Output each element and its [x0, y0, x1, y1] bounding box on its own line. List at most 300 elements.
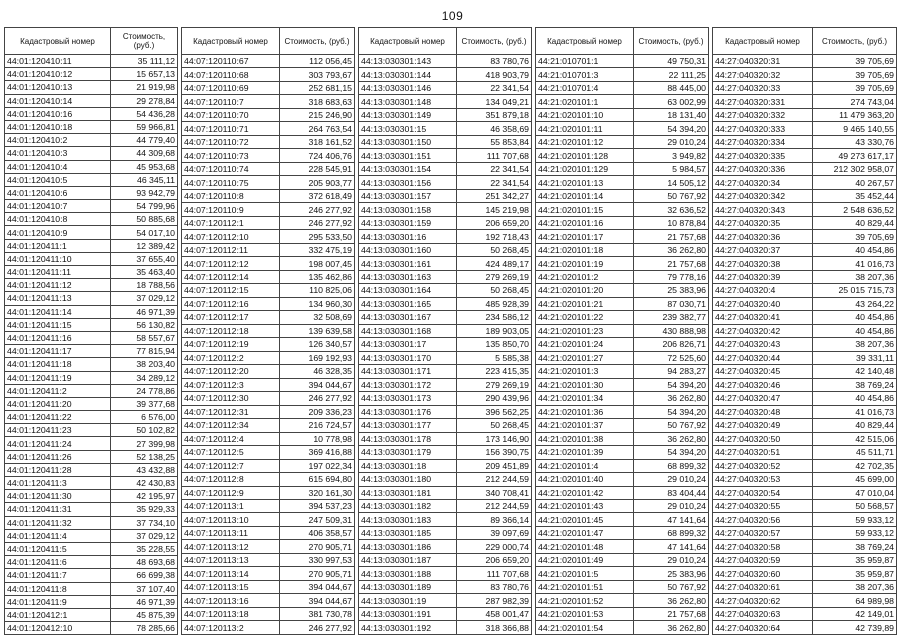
cost-cell: 39 705,69: [813, 55, 897, 68]
table-row: [713, 499, 897, 512]
cost-cell: 54 017,10: [111, 226, 178, 239]
cost-cell: 40 829,44: [813, 419, 897, 432]
table-row: [536, 257, 709, 270]
cost-cell: 36 262,80: [634, 594, 709, 607]
cadastral-number-cell: 44:07:120112:34: [182, 419, 280, 432]
cost-cell: 47 141,64: [634, 540, 709, 553]
table-row: [359, 594, 532, 607]
cadastral-number-cell: 44:27:040320:61: [713, 580, 813, 593]
table-row: [359, 607, 532, 620]
cadastral-number-cell: 44:01:120411:1: [5, 239, 111, 252]
table-row: [182, 553, 355, 566]
cadastral-number-cell: 44:01:120410:9: [5, 226, 111, 239]
table-row: [536, 203, 709, 216]
cost-cell: 318 161,52: [280, 135, 355, 148]
cadastral-number-cell: 44:27:040320:50: [713, 432, 813, 445]
table-row: [536, 68, 709, 81]
cadastral-number-cell: 44:21:020101:34: [536, 392, 634, 405]
cadastral-number-cell: 44:21:020101:18: [536, 243, 634, 256]
table-row: [359, 499, 532, 512]
cadastral-number-cell: 44:07:120113:18: [182, 607, 280, 620]
cadastral-number-cell: 44:07:120112:14: [182, 270, 280, 283]
cost-cell: 42 739,89: [813, 621, 897, 635]
cadastral-number-cell: 44:01:120411:17: [5, 345, 111, 358]
table-row: [713, 324, 897, 337]
cost-cell: 44 309,68: [111, 147, 178, 160]
cost-cell: 21 757,68: [634, 607, 709, 620]
table-row: [713, 176, 897, 189]
table-row: [182, 135, 355, 148]
cadastral-number-cell: 44:21:020101:23: [536, 324, 634, 337]
cost-cell: 35 959,87: [813, 553, 897, 566]
cost-cell: 394 044,67: [280, 580, 355, 593]
cadastral-number-cell: 44:27:040320:58: [713, 540, 813, 553]
cadastral-number-cell: 44:21:020101:128: [536, 149, 634, 162]
cost-cell: 54 394,20: [634, 405, 709, 418]
cost-cell: 40 454,86: [813, 324, 897, 337]
cost-cell: 22 341,54: [457, 81, 532, 94]
table-row: [182, 68, 355, 81]
cadastral-number-cell: 44:13:030301:150: [359, 135, 457, 148]
cost-cell: 25 383,96: [634, 567, 709, 580]
table-row: [536, 594, 709, 607]
cadastral-number-cell: 44:21:020101:17: [536, 230, 634, 243]
cadastral-number-cell: 44:21:020101:43: [536, 499, 634, 512]
table-row: [713, 607, 897, 620]
cost-cell: 223 415,35: [457, 365, 532, 378]
tables-container: [4, 27, 897, 635]
cadastral-number-cell: 44:21:020101:4: [536, 459, 634, 472]
table-row: [359, 621, 532, 635]
table-row: [713, 459, 897, 472]
cost-cell: 32 636,52: [634, 203, 709, 216]
cadastral-number-cell: 44:07:120112:3: [182, 378, 280, 391]
cadastral-number-cell: 44:01:120412:10: [5, 622, 111, 635]
cadastral-number-cell: 44:13:030301:173: [359, 392, 457, 405]
cost-cell: 48 693,68: [111, 556, 178, 569]
cost-cell: 381 730,78: [280, 607, 355, 620]
cost-cell: 206 659,20: [457, 553, 532, 566]
table-row: [359, 270, 532, 283]
table-row: [536, 162, 709, 175]
cost-cell: 66 699,38: [111, 569, 178, 582]
cadastral-number-cell: 44:07:120113:2: [182, 621, 280, 635]
table-row: [359, 176, 532, 189]
cost-cell: 34 289,12: [111, 371, 178, 384]
cost-cell: 229 000,74: [457, 540, 532, 553]
cadastral-number-cell: 44:21:020101:11: [536, 122, 634, 135]
cost-cell: 318 366,88: [457, 621, 532, 635]
table-row: [536, 526, 709, 539]
table-row: [5, 371, 178, 384]
cadastral-number-cell: 44:27:040320:57: [713, 526, 813, 539]
table-row: [536, 432, 709, 445]
table-row: [713, 311, 897, 324]
table-row: [5, 134, 178, 147]
table-row: [713, 270, 897, 283]
table-row: [536, 243, 709, 256]
cadastral-number-cell: 44:01:120411:28: [5, 463, 111, 476]
table-row: [536, 176, 709, 189]
cadastral-number-cell: 44:01:120411:7: [5, 569, 111, 582]
table-row: [182, 365, 355, 378]
cost-cell: 134 960,30: [280, 297, 355, 310]
table-row: [536, 311, 709, 324]
cost-cell: 45 699,00: [813, 473, 897, 486]
table-row: [713, 162, 897, 175]
table-row: [713, 55, 897, 68]
cost-cell: 45 511,71: [813, 446, 897, 459]
cadastral-number-cell: 44:27:040320:38: [713, 257, 813, 270]
table-row: [5, 516, 178, 529]
table-row: [5, 542, 178, 555]
header-cost: Стоимость, (руб.): [111, 28, 178, 55]
cadastral-table-5: [712, 27, 897, 635]
cost-cell: 330 997,53: [280, 553, 355, 566]
table-row: [536, 621, 709, 635]
cost-cell: 63 002,99: [634, 95, 709, 108]
cadastral-number-cell: 44:27:040320:46: [713, 378, 813, 391]
cadastral-number-cell: 44:07:120110:69: [182, 81, 280, 94]
cadastral-number-cell: 44:27:040320:40: [713, 297, 813, 310]
cadastral-number-cell: 44:13:030301:149: [359, 108, 457, 121]
cadastral-table-2: [181, 27, 355, 635]
cadastral-number-cell: 44:13:030301:187: [359, 553, 457, 566]
cost-cell: 40 267,57: [813, 176, 897, 189]
cost-cell: 135 850,70: [457, 338, 532, 351]
cost-cell: 83 404,44: [634, 486, 709, 499]
table-row: [359, 324, 532, 337]
cadastral-number-cell: 44:01:120411:13: [5, 292, 111, 305]
cost-cell: 47 010,04: [813, 486, 897, 499]
cost-cell: 134 049,21: [457, 95, 532, 108]
cost-cell: 110 825,06: [280, 284, 355, 297]
table-row: [182, 499, 355, 512]
table-row: [5, 252, 178, 265]
table-row: [713, 122, 897, 135]
cadastral-number-cell: 44:07:120110:70: [182, 108, 280, 121]
table-row: [536, 324, 709, 337]
cadastral-number-cell: 44:13:030301:160: [359, 243, 457, 256]
cadastral-number-cell: 44:13:030301:18: [359, 459, 457, 472]
cost-cell: 24 778,86: [111, 384, 178, 397]
cadastral-number-cell: 44:21:020101:39: [536, 446, 634, 459]
cost-cell: 430 888,98: [634, 324, 709, 337]
table-row: [713, 81, 897, 94]
cost-cell: 38 203,40: [111, 358, 178, 371]
cadastral-number-cell: 44:21:020101:42: [536, 486, 634, 499]
table-row: [5, 55, 178, 68]
cost-cell: 56 130,82: [111, 318, 178, 331]
cost-cell: 35 463,40: [111, 266, 178, 279]
table-row: [536, 607, 709, 620]
cadastral-number-cell: 44:01:120411:2: [5, 384, 111, 397]
table-row: [182, 540, 355, 553]
cost-cell: 22 341,54: [457, 176, 532, 189]
cadastral-number-cell: 44:21:020101:2: [536, 270, 634, 283]
cost-cell: 83 780,76: [457, 580, 532, 593]
cadastral-number-cell: 44:07:120110:72: [182, 135, 280, 148]
cost-cell: 290 439,96: [457, 392, 532, 405]
table-row: [536, 419, 709, 432]
table-row: [536, 55, 709, 68]
cost-cell: 87 030,71: [634, 297, 709, 310]
cadastral-number-cell: 44:13:030301:188: [359, 567, 457, 580]
cost-cell: 39 705,69: [813, 230, 897, 243]
cadastral-number-cell: 44:01:120411:6: [5, 556, 111, 569]
cost-cell: 239 382,77: [634, 311, 709, 324]
cadastral-number-cell: 44:13:030301:181: [359, 486, 457, 499]
cost-cell: 38 769,24: [813, 540, 897, 553]
cadastral-number-cell: 44:27:040320:49: [713, 419, 813, 432]
cost-cell: 14 505,12: [634, 176, 709, 189]
cost-cell: 72 525,60: [634, 351, 709, 364]
cost-cell: 68 899,32: [634, 459, 709, 472]
cadastral-number-cell: 44:13:030301:176: [359, 405, 457, 418]
cadastral-number-cell: 44:13:030301:165: [359, 297, 457, 310]
cost-cell: 54 394,20: [634, 446, 709, 459]
cost-cell: 126 340,57: [280, 338, 355, 351]
table-row: [536, 378, 709, 391]
cadastral-number-cell: 44:27:040320:32: [713, 68, 813, 81]
cost-cell: 21 757,68: [634, 230, 709, 243]
table-row: [182, 270, 355, 283]
cadastral-number-cell: 44:01:120411:31: [5, 503, 111, 516]
table-row: [5, 120, 178, 133]
cadastral-number-cell: 44:01:120411:32: [5, 516, 111, 529]
table-row: [182, 486, 355, 499]
table-row: [536, 392, 709, 405]
cost-cell: 88 445,00: [634, 81, 709, 94]
cost-cell: 58 557,67: [111, 331, 178, 344]
table-row: [359, 392, 532, 405]
cadastral-number-cell: 44:13:030301:189: [359, 580, 457, 593]
cost-cell: 50 767,92: [634, 580, 709, 593]
cadastral-number-cell: 44:21:020101:49: [536, 553, 634, 566]
cadastral-number-cell: 44:01:120411:20: [5, 397, 111, 410]
cadastral-number-cell: 44:01:120410:5: [5, 173, 111, 186]
cadastral-number-cell: 44:21:020101:36: [536, 405, 634, 418]
table-row: [359, 580, 532, 593]
table-row: [5, 81, 178, 94]
table-row: [713, 68, 897, 81]
cost-cell: 29 010,24: [634, 553, 709, 566]
table-row: [713, 284, 897, 297]
cadastral-number-cell: 44:13:030301:19: [359, 594, 457, 607]
table-row: [536, 473, 709, 486]
header-cost: Стоимость, (руб.): [813, 28, 897, 55]
cost-cell: 303 793,67: [280, 68, 355, 81]
cadastral-number-cell: 44:13:030301:17: [359, 338, 457, 351]
table-row: [713, 446, 897, 459]
table-row: [182, 149, 355, 162]
cadastral-number-cell: 44:01:120411:4: [5, 529, 111, 542]
cadastral-number-cell: 44:21:020101:1: [536, 95, 634, 108]
cost-cell: 279 269,19: [457, 378, 532, 391]
table-row: [182, 189, 355, 202]
cost-cell: 5 984,57: [634, 162, 709, 175]
table-row: [359, 243, 532, 256]
cost-cell: 394 537,23: [280, 499, 355, 512]
cadastral-number-cell: 44:13:030301:156: [359, 176, 457, 189]
table-row: [359, 526, 532, 539]
table-row: [359, 473, 532, 486]
table-row: [182, 203, 355, 216]
cost-cell: 15 657,13: [111, 68, 178, 81]
cost-cell: 369 416,88: [280, 446, 355, 459]
table-row: [359, 446, 532, 459]
cadastral-number-cell: 44:07:120112:7: [182, 459, 280, 472]
table-row: [182, 446, 355, 459]
cost-cell: 198 007,45: [280, 257, 355, 270]
cadastral-number-cell: 44:27:040320:342: [713, 189, 813, 202]
cadastral-number-cell: 44:27:040320:45: [713, 365, 813, 378]
cost-cell: 287 982,39: [457, 594, 532, 607]
table-row: [713, 526, 897, 539]
cadastral-number-cell: 44:27:040320:333: [713, 122, 813, 135]
table-row: [359, 432, 532, 445]
cost-cell: 458 001,47: [457, 607, 532, 620]
cost-cell: 78 285,66: [111, 622, 178, 635]
cost-cell: 18 788,56: [111, 279, 178, 292]
cadastral-number-cell: 44:07:120112:20: [182, 365, 280, 378]
cost-cell: 206 659,20: [457, 216, 532, 229]
table-row: [359, 108, 532, 121]
cost-cell: 251 342,27: [457, 189, 532, 202]
table-row: [5, 292, 178, 305]
table-row: [713, 189, 897, 202]
table-row: [5, 384, 178, 397]
table-row: [536, 513, 709, 526]
table-row: [536, 459, 709, 472]
table-row: [182, 567, 355, 580]
cost-cell: 295 533,50: [280, 230, 355, 243]
cadastral-number-cell: 44:01:120410:16: [5, 107, 111, 120]
cost-cell: 41 016,73: [813, 257, 897, 270]
cadastral-number-cell: 44:07:120112:1: [182, 216, 280, 229]
cadastral-number-cell: 44:07:120112:15: [182, 284, 280, 297]
cost-cell: 47 141,64: [634, 513, 709, 526]
cadastral-number-cell: 44:07:120112:18: [182, 324, 280, 337]
cost-cell: 246 277,92: [280, 216, 355, 229]
cadastral-number-cell: 44:21:020101:15: [536, 203, 634, 216]
table-row: [713, 203, 897, 216]
cost-cell: 212 244,59: [457, 499, 532, 512]
table-row: [713, 243, 897, 256]
cadastral-number-cell: 44:13:030301:171: [359, 365, 457, 378]
cost-cell: 35 228,55: [111, 542, 178, 555]
cadastral-number-cell: 44:07:120110:9: [182, 203, 280, 216]
cadastral-number-cell: 44:27:040320:36: [713, 230, 813, 243]
table-row: [713, 553, 897, 566]
table-row: [182, 513, 355, 526]
table-row: [359, 486, 532, 499]
cadastral-number-cell: 44:13:030301:179: [359, 446, 457, 459]
cadastral-number-cell: 44:07:120112:11: [182, 243, 280, 256]
cadastral-number-cell: 44:01:120412:1: [5, 608, 111, 621]
cost-cell: 45 875,39: [111, 608, 178, 621]
table-row: [5, 345, 178, 358]
cadastral-number-cell: 44:07:120110:71: [182, 122, 280, 135]
cost-cell: 25 383,96: [634, 284, 709, 297]
table-row: [5, 173, 178, 186]
table-row: [5, 186, 178, 199]
table-row: [359, 230, 532, 243]
table-row: [713, 297, 897, 310]
cadastral-number-cell: 44:07:120110:75: [182, 176, 280, 189]
cadastral-number-cell: 44:13:030301:146: [359, 81, 457, 94]
cadastral-number-cell: 44:01:120411:8: [5, 582, 111, 595]
cadastral-number-cell: 44:21:020101:27: [536, 351, 634, 364]
table-row: [5, 279, 178, 292]
cost-cell: 22 341,54: [457, 162, 532, 175]
table-row: [713, 95, 897, 108]
cadastral-number-cell: 44:07:120110:7: [182, 95, 280, 108]
table-row: [713, 621, 897, 635]
table-row: [5, 160, 178, 173]
cadastral-number-cell: 44:01:120411:10: [5, 252, 111, 265]
table-row: [359, 203, 532, 216]
cost-cell: 22 111,25: [634, 68, 709, 81]
cost-cell: 42 149,01: [813, 607, 897, 620]
cost-cell: 42 140,48: [813, 365, 897, 378]
cost-cell: 5 585,38: [457, 351, 532, 364]
cadastral-number-cell: 44:07:120112:19: [182, 338, 280, 351]
cadastral-number-cell: 44:13:030301:186: [359, 540, 457, 553]
cost-cell: 35 929,33: [111, 503, 178, 516]
table-row: [536, 540, 709, 553]
cost-cell: 41 016,73: [813, 405, 897, 418]
cadastral-number-cell: 44:27:040320:37: [713, 243, 813, 256]
cadastral-number-cell: 44:21:020101:129: [536, 162, 634, 175]
cadastral-number-cell: 44:13:030301:185: [359, 526, 457, 539]
cadastral-number-cell: 44:13:030301:159: [359, 216, 457, 229]
cost-cell: 29 010,24: [634, 135, 709, 148]
cost-cell: 270 905,71: [280, 567, 355, 580]
cadastral-number-cell: 44:27:040320:35: [713, 216, 813, 229]
table-row: [359, 68, 532, 81]
cadastral-number-cell: 44:27:040320:336: [713, 162, 813, 175]
cadastral-number-cell: 44:13:030301:143: [359, 55, 457, 68]
cadastral-number-cell: 44:13:030301:163: [359, 270, 457, 283]
cost-cell: 197 022,34: [280, 459, 355, 472]
cost-cell: 49 750,31: [634, 55, 709, 68]
cost-cell: 192 718,43: [457, 230, 532, 243]
table-row: [182, 122, 355, 135]
table-row: [359, 122, 532, 135]
table-row: [536, 81, 709, 94]
cost-cell: 169 192,93: [280, 351, 355, 364]
cadastral-number-cell: 44:27:040320:53: [713, 473, 813, 486]
cost-cell: 216 724,57: [280, 419, 355, 432]
cadastral-number-cell: 44:07:120110:68: [182, 68, 280, 81]
cadastral-table-4: [535, 27, 709, 635]
cadastral-number-cell: 44:07:120113:11: [182, 526, 280, 539]
table-row: [5, 463, 178, 476]
table-row: [5, 503, 178, 516]
table-row: [182, 297, 355, 310]
cadastral-number-cell: 44:21:020101:53: [536, 607, 634, 620]
cost-cell: 54 436,28: [111, 107, 178, 120]
cost-cell: 215 246,90: [280, 108, 355, 121]
cadastral-number-cell: 44:01:120411:14: [5, 305, 111, 318]
table-row: [359, 55, 532, 68]
table-row: [713, 135, 897, 148]
table-row: [713, 230, 897, 243]
table-row: [5, 68, 178, 81]
table-row: [182, 230, 355, 243]
table-row: [713, 338, 897, 351]
